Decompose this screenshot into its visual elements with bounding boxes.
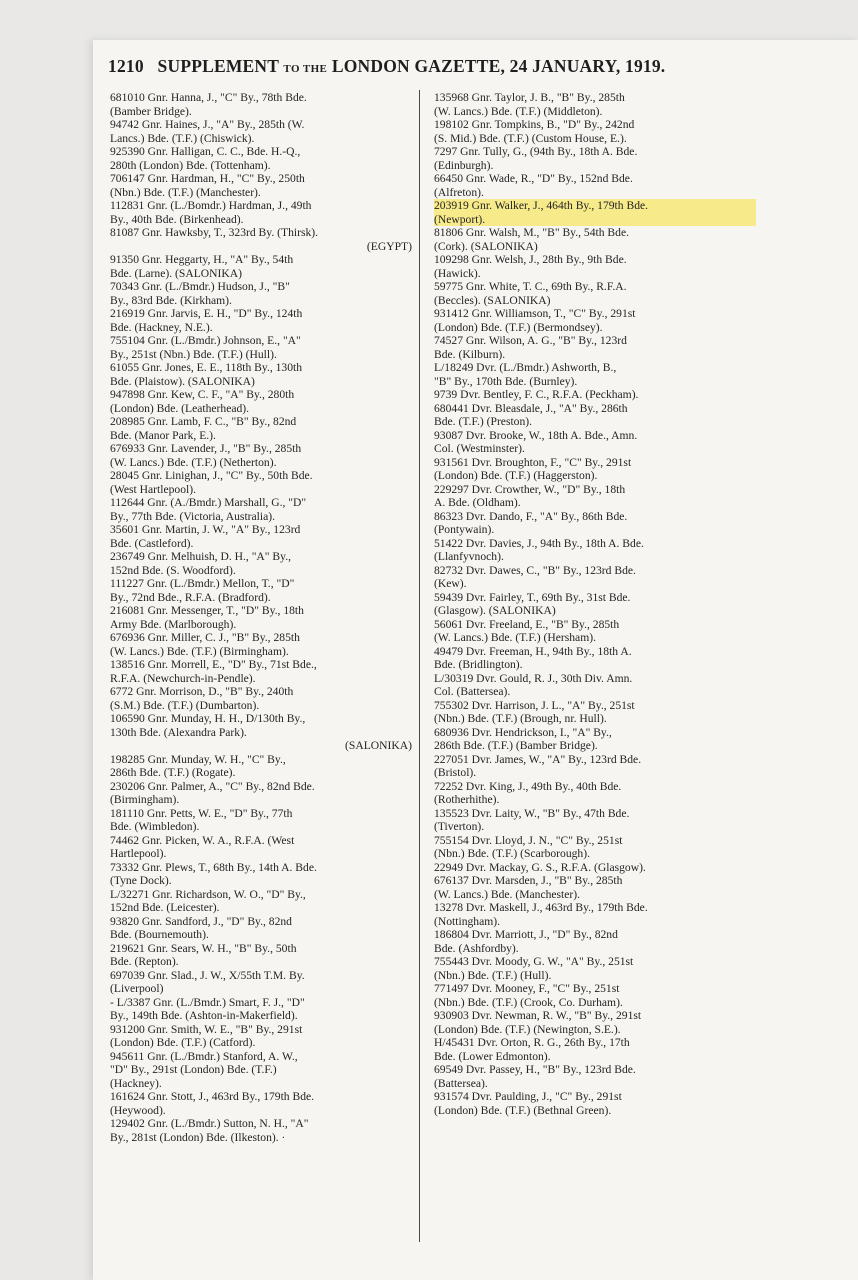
entry-line: (W. Lancs.) Bde. (T.F.) (Birmingham). xyxy=(110,644,289,658)
entry-line: 9739 Dvr. Bentley, F. C., R.F.A. (Peckham). xyxy=(434,388,639,401)
gazette-entry xyxy=(110,577,412,604)
entry-line: By., 83rd Bde. (Kirkham). xyxy=(110,293,232,307)
entry-line: 51422 Dvr. Davies, J., 94th By., 18th A. Bde. xyxy=(434,536,644,550)
gazette-entry xyxy=(434,699,756,726)
entry-line: 198285 Gnr. Munday, W. H., "C" By., xyxy=(110,752,286,766)
entry-line: 216919 Gnr. Jarvis, E. H., "D" By., 124th xyxy=(110,307,303,320)
gazette-entry xyxy=(110,145,412,172)
entry-line: 706147 Gnr. Hardman, H., "C" By., 250th xyxy=(110,172,305,185)
gazette-entry xyxy=(434,1063,756,1090)
entry-line: By., 72nd Bde., R.F.A. (Bradford). xyxy=(110,590,271,604)
entry-line: 135523 Dvr. Laity, W., "B" By., 47th Bde. xyxy=(434,806,630,820)
entry-line: 286th Bde. (T.F.) (Bamber Bridge). xyxy=(434,739,598,752)
entry-line: 135968 Gnr. Taylor, J. B., "B" By., 285th xyxy=(434,91,625,104)
entry-line: (Cork). (SALONIKA) xyxy=(434,239,538,253)
gazette-entry xyxy=(110,861,412,888)
entry-line: 112644 Gnr. (A./Bmdr.) Marshall, G., "D" xyxy=(110,496,307,509)
entry-line: 161624 Gnr. Stott, J., 463rd By., 179th Bde. xyxy=(110,1090,315,1103)
entry-line: (London) Bde. (T.F.) (Catford). xyxy=(110,1036,256,1049)
entry-line: Bde. (Manor Park, E.). xyxy=(110,428,216,442)
gazette-entry xyxy=(110,1023,412,1050)
entry-line: 755154 Dvr. Lloyd, J. N., "C" By., 251st xyxy=(434,833,623,847)
entry-line: (London) Bde. (T.F.) (Bethnal Green). xyxy=(434,1103,612,1117)
entry-line: By., 40th Bde. (Birkenhead). xyxy=(110,212,244,226)
gazette-entry xyxy=(110,658,412,685)
entry-line: (London) Bde. (Leatherhead). xyxy=(110,401,250,415)
entry-line: 755104 Gnr. (L./Bmdr.) Johnson, E., "A" xyxy=(110,334,301,347)
entry-line: Bde. (Ashfordby). xyxy=(434,941,519,955)
entry-line: 680936 Dvr. Hendrickson, I., "A" By., xyxy=(434,725,612,739)
entry-line: 66450 Gnr. Wade, R., "D" By., 152nd Bde. xyxy=(434,172,633,185)
gazette-entry xyxy=(110,888,412,915)
gazette-entry xyxy=(110,685,412,712)
entry-line: Bde. (T.F.) (Preston). xyxy=(434,415,533,428)
entry-line: 236749 Gnr. Melhuish, D. H., "A" By., xyxy=(110,550,292,563)
gazette-entry xyxy=(434,618,756,645)
entry-line: L/18249 Dvr. (L./Bmdr.) Ashworth, B., xyxy=(434,361,617,374)
entry-line: 138516 Gnr. Morrell, E., "D" By., 71st Bde., xyxy=(110,658,317,671)
page-number: 1210 xyxy=(108,56,144,76)
gazette-entry xyxy=(110,307,412,334)
entry-line: 229297 Dvr. Crowther, W., "D" By., 18th xyxy=(434,482,626,496)
entry-line: By., 251st (Nbn.) Bde. (T.F.) (Hull). xyxy=(110,347,277,361)
entry-line: (EGYPT) xyxy=(366,239,412,253)
entry-line: Bde. (Hackney, N.E.). xyxy=(110,320,213,334)
entry-line: 280th (London) Bde. (Tottenham). xyxy=(110,158,271,172)
gazette-entry xyxy=(110,91,412,118)
entry-line: (Rotherhithe). xyxy=(434,793,500,806)
entry-line: (Edinburgh). xyxy=(434,158,494,172)
gazette-entry xyxy=(434,874,756,901)
entry-line: 219621 Gnr. Sears, W. H., "B" By., 50th xyxy=(110,941,297,955)
entry-line: (Nbn.) Bde. (T.F.) (Hull). xyxy=(434,968,552,982)
entry-line: (Heywood). xyxy=(110,1103,166,1117)
gazette-entry xyxy=(434,1090,756,1117)
gazette-entry xyxy=(434,118,756,145)
entry-line: 70343 Gnr. (L./Bmdr.) Hudson, J., "B" xyxy=(110,280,290,293)
gazette-entry xyxy=(434,429,756,456)
gazette-entry xyxy=(110,712,412,753)
entry-line: 676933 Gnr. Lavender, J., "B" By., 285th xyxy=(110,442,302,455)
entry-line: 106590 Gnr. Munday, H. H., D/130th By., xyxy=(110,712,306,725)
entry-line: (Llanfyvnoch). xyxy=(434,550,504,563)
entry-line: 59775 Gnr. White, T. C., 69th By., R.F.A. xyxy=(434,280,627,293)
entry-line: - L/3387 Gnr. (L./Bmdr.) Smart, F. J., "D" xyxy=(110,995,305,1009)
entry-line: (Glasgow). (SALONIKA) xyxy=(434,604,556,617)
entry-line: 676936 Gnr. Miller, C. J., "B" By., 285th xyxy=(110,631,300,644)
entry-line: (Bristol). xyxy=(434,766,477,779)
gazette-entry xyxy=(110,604,412,631)
entry-line: Col. (Battersea). xyxy=(434,685,511,698)
entry-line: L/32271 Gnr. Richardson, W. O., "D" By., xyxy=(110,887,306,901)
entry-line: Hartlepool). xyxy=(110,847,167,860)
entry-line: 69549 Dvr. Passey, H., "B" By., 123rd Bde. xyxy=(434,1063,636,1076)
gazette-entry xyxy=(110,915,412,942)
entry-line: Bde. (Larne). (SALONIKA) xyxy=(110,266,242,280)
entry-line: Bde. (Bridlington). xyxy=(434,658,523,671)
gazette-entry xyxy=(110,280,412,307)
entry-line: 931412 Gnr. Williamson, T., "C" By., 291st xyxy=(434,307,636,320)
entry-line: (Tyne Dock). xyxy=(110,874,172,887)
entry-line: 931574 Dvr. Paulding, J., "C" By., 291st xyxy=(434,1090,622,1103)
entry-line: 28045 Gnr. Linighan, J., "C" By., 50th Bde. xyxy=(110,469,313,482)
gazette-entry xyxy=(434,928,756,955)
entry-line: (Nbn.) Bde. (T.F.) (Manchester). xyxy=(110,185,261,199)
entry-line: Army Bde. (Marlborough). xyxy=(110,617,237,631)
gazette-entry xyxy=(434,564,756,591)
entry-line: 94742 Gnr. Haines, J., "A" By., 285th (W. xyxy=(110,118,305,131)
entry-line: Bde. (Kilburn). xyxy=(434,347,506,361)
gazette-entry xyxy=(110,253,412,280)
entry-line: 697039 Gnr. Slad., J. W., X/55th T.M. By. xyxy=(110,968,305,982)
entry-line: 186804 Dvr. Marriott, J., "D" By., 82nd xyxy=(434,928,618,941)
entry-line: (London) Bde. (T.F.) (Newington, S.E.). xyxy=(434,1022,621,1036)
gazette-entry xyxy=(110,996,412,1023)
column-divider xyxy=(419,90,420,1242)
gazette-entry xyxy=(434,955,756,982)
gazette-entry xyxy=(110,415,412,442)
gazette-entry xyxy=(434,307,756,334)
entry-line: (Nbn.) Bde. (T.F.) (Scarborough). xyxy=(434,847,590,860)
entry-line: L/30319 Dvr. Gould, R. J., 30th Div. Amn. xyxy=(434,671,633,685)
entry-line: (Alfreton). xyxy=(434,185,484,199)
gazette-entry xyxy=(434,402,756,429)
gazette-entry xyxy=(110,807,412,834)
entry-line: 947898 Gnr. Kew, C. F., "A" By., 280th xyxy=(110,388,295,401)
gazette-entry xyxy=(110,388,412,415)
entry-line: 945611 Gnr. (L./Bmdr.) Stanford, A. W., xyxy=(110,1049,298,1063)
gazette-entry xyxy=(110,469,412,496)
entry-line: 6772 Gnr. Morrison, D., "B" By., 240th xyxy=(110,685,294,698)
entry-line: (Newport). xyxy=(434,212,486,226)
gazette-entry xyxy=(110,334,412,361)
entry-line: (Liverpool) xyxy=(110,982,164,995)
gazette-entry xyxy=(434,510,756,537)
entry-line: 35601 Gnr. Martin, J. W., "A" By., 123rd xyxy=(110,523,301,536)
entry-line: 13278 Dvr. Maskell, J., 463rd By., 179th Bde. xyxy=(434,901,648,914)
gazette-entry xyxy=(434,591,756,618)
gazette-entry xyxy=(434,753,756,780)
highlighted-entry xyxy=(434,199,756,226)
entry-line: Bde. (Lower Edmonton). xyxy=(434,1049,551,1063)
entry-line: 22949 Dvr. Mackay, G. S., R.F.A. (Glasgow). xyxy=(434,860,646,874)
entry-line: (London) Bde. (T.F.) (Bermondsey). xyxy=(434,320,603,334)
entry-line: 227051 Dvr. James, W., "A" By., 123rd Bde. xyxy=(434,752,642,766)
gazette-entry xyxy=(110,969,412,996)
gazette-entry xyxy=(434,1009,756,1036)
entry-line: "D" By., 291st (London) Bde. (T.F.) xyxy=(110,1063,277,1076)
entry-line: 7297 Gnr. Tully, G., (94th By., 18th A. Bde. xyxy=(434,145,638,158)
entry-line: R.F.A. (Newchurch-in-Pendle). xyxy=(110,671,256,685)
entry-line: 208985 Gnr. Lamb, F. C., "B" By., 82nd xyxy=(110,415,297,428)
entry-line: (Nottingham). xyxy=(434,914,501,928)
gazette-entry xyxy=(110,226,412,253)
gazette-entry xyxy=(110,753,412,780)
gazette-entry xyxy=(434,456,756,483)
entry-line: (W. Lancs.) Bde. (T.F.) (Netherton). xyxy=(110,455,277,469)
gazette-entry xyxy=(110,550,412,577)
entry-line: 93820 Gnr. Sandford, J., "D" By., 82nd xyxy=(110,914,292,928)
entry-line: (Kew). xyxy=(434,577,467,590)
entry-line: (Tiverton). xyxy=(434,820,485,833)
entry-line: (Birmingham). xyxy=(110,793,180,806)
entry-line: 74462 Gnr. Picken, W. A., R.F.A. (West xyxy=(110,833,295,847)
entry-line: By., 149th Bde. (Ashton-in-Makerfield). xyxy=(110,1009,298,1022)
entry-line: (S.M.) Bde. (T.F.) (Dumbarton). xyxy=(110,698,260,712)
entry-line: 216081 Gnr. Messenger, T., "D" By., 18th xyxy=(110,604,304,617)
entry-line: 73332 Gnr. Plews, T., 68th By., 14th A. Bde. xyxy=(110,860,317,874)
entry-line: (London) Bde. (T.F.) (Haggerston). xyxy=(434,469,598,482)
gazette-entry xyxy=(110,1090,412,1117)
gazette-entry xyxy=(110,442,412,469)
entry-line: (Battersea). xyxy=(434,1076,488,1090)
entry-line: Bde. (Repton). xyxy=(110,955,179,968)
gazette-entry xyxy=(434,145,756,172)
entry-line: 130th Bde. (Alexandra Park). xyxy=(110,725,247,739)
entry-line: 61055 Gnr. Jones, E. E., 118th By., 130th xyxy=(110,361,303,374)
entry-line: A. Bde. (Oldham). xyxy=(434,496,521,509)
entry-line: 129402 Gnr. (L./Bmdr.) Sutton, N. H., "A" xyxy=(110,1117,309,1130)
entry-line: 755302 Dvr. Harrison, J. L., "A" By., 251st xyxy=(434,698,635,712)
entry-line: 111227 Gnr. (L./Bmdr.) Mellon, T., "D" xyxy=(110,577,295,590)
gazette-entry xyxy=(110,199,412,226)
gazette-entry xyxy=(434,388,756,402)
entry-line: 203919 Gnr. Walker, J., 464th By., 179th Bde. xyxy=(434,199,649,212)
entry-line: 93087 Dvr. Brooke, W., 18th A. Bde., Amn. xyxy=(434,428,638,442)
gazette-entry xyxy=(110,361,412,388)
gazette-entry xyxy=(110,1117,412,1144)
entry-line: Bde. (Plaistow). (SALONIKA) xyxy=(110,374,255,388)
entry-line: Col. (Westminster). xyxy=(434,442,525,455)
entry-line: 152nd Bde. (Leicester). xyxy=(110,901,220,914)
entry-line: (W. Lancs.) Bde. (T.F.) (Middleton). xyxy=(434,104,603,118)
gazette-entry xyxy=(434,334,756,361)
entry-line: (Nbn.) Bde. (T.F.) (Brough, nr. Hull). xyxy=(434,712,607,725)
gazette-entry xyxy=(434,645,756,672)
entry-line: (Pontywain). xyxy=(434,523,495,536)
entry-line: 112831 Gnr. (L./Bomdr.) Hardman, J., 49th xyxy=(110,199,312,212)
entry-line: By., 77th Bde. (Victoria, Australia). xyxy=(110,509,276,523)
gazette-entry xyxy=(434,834,756,861)
entry-line: 230206 Gnr. Palmer, A., "C" By., 82nd Bde. xyxy=(110,779,315,793)
gazette-entry xyxy=(110,834,412,861)
gazette-entry xyxy=(434,726,756,753)
entry-line: 198102 Gnr. Tompkins, B., "D" By., 242nd xyxy=(434,118,635,131)
entry-line: 81087 Gnr. Hawksby, T., 323rd By. (Thirsk). xyxy=(110,226,319,239)
gazette-entry xyxy=(110,942,412,969)
entry-line: (Nbn.) Bde. (T.F.) (Crook, Co. Durham). xyxy=(434,995,623,1009)
entry-line: 681010 Gnr. Hanna, J., "C" By., 78th Bde. xyxy=(110,91,307,104)
entry-line: Bde. (Wimbledon). xyxy=(110,820,200,833)
entry-line: 56061 Dvr. Freeland, E., "B" By., 285th xyxy=(434,617,620,631)
gazette-entry xyxy=(434,982,756,1009)
entry-line: 680441 Dvr. Bleasdale, J., "A" By., 286th xyxy=(434,401,628,415)
right-column xyxy=(434,91,756,1117)
entry-line: 59439 Dvr. Fairley, T., 69th By., 31st Bde. xyxy=(434,590,631,604)
entry-line: 931561 Dvr. Broughton, F., "C" By., 291st xyxy=(434,455,632,469)
entry-line: 755443 Dvr. Moody, G. W., "A" By., 251st xyxy=(434,955,634,968)
entry-line: 72252 Dvr. King, J., 49th By., 40th Bde. xyxy=(434,779,622,793)
entry-line: 930903 Dvr. Newman, R. W., "B" By., 291st xyxy=(434,1009,642,1022)
gazette-entry xyxy=(110,172,412,199)
gazette-entry xyxy=(110,780,412,807)
gazette-entry xyxy=(434,253,756,280)
gazette-entry xyxy=(434,361,756,388)
gazette-entry xyxy=(110,1050,412,1091)
entry-line: (SALONIKA) xyxy=(345,739,412,752)
gazette-entry xyxy=(110,118,412,145)
entry-line: H/45431 Dvr. Orton, R. G., 26th By., 17th xyxy=(434,1036,630,1049)
page-header xyxy=(108,56,778,77)
gazette-entry xyxy=(434,861,756,875)
entry-line: 181110 Gnr. Petts, W. E., "D" By., 77th xyxy=(110,806,293,820)
gazette-entry xyxy=(434,901,756,928)
entry-line: 925390 Gnr. Halligan, C. C., Bde. H.-Q., xyxy=(110,145,301,158)
entry-line: 86323 Dvr. Dando, F., "A" By., 86th Bde. xyxy=(434,509,628,523)
entry-line: 676137 Dvr. Marsden, J., "B" By., 285th xyxy=(434,874,623,887)
entry-line: 74527 Gnr. Wilson, A. G., "B" By., 123rd xyxy=(434,334,627,347)
gazette-entry xyxy=(434,537,756,564)
gazette-entry xyxy=(434,280,756,307)
entry-line: 91350 Gnr. Heggarty, H., "A" By., 54th xyxy=(110,253,294,266)
entry-line: 771497 Dvr. Mooney, F., "C" By., 251st xyxy=(434,982,620,995)
header-supplement: SUPPLEMENT xyxy=(157,56,279,76)
gazette-entry xyxy=(434,172,756,199)
entry-line: 152nd Bde. (S. Woodford). xyxy=(110,563,236,577)
entry-line: 81806 Gnr. Walsh, M., "B" By., 54th Bde. xyxy=(434,226,630,239)
entry-line: "B" By., 170th Bde. (Burnley). xyxy=(434,374,578,388)
entry-line: 49479 Dvr. Freeman, H., 94th By., 18th A. xyxy=(434,644,632,658)
entry-line: (W. Lancs.) Bde. (T.F.) (Hersham). xyxy=(434,631,596,644)
entry-line: By., 281st (London) Bde. (Ilkeston). · xyxy=(110,1130,286,1144)
left-column xyxy=(110,91,412,1144)
header-to-the: TO THE xyxy=(283,63,328,75)
gazette-entry xyxy=(434,807,756,834)
entry-line: (Hawick). xyxy=(434,266,481,280)
entry-line: (Beccles). (SALONIKA) xyxy=(434,293,551,307)
entry-line: (West Hartlepool). xyxy=(110,482,196,496)
entry-line: (W. Lancs.) Bde. (Manchester). xyxy=(434,887,581,901)
gazette-entry xyxy=(434,91,756,118)
gazette-entry xyxy=(434,672,756,699)
gazette-entry xyxy=(110,631,412,658)
entry-line: (Hackney). xyxy=(110,1076,162,1090)
entry-line: Bde. (Bournemouth). xyxy=(110,928,209,941)
entry-line: 109298 Gnr. Welsh, J., 28th By., 9th Bde. xyxy=(434,253,627,266)
entry-line: Lancs.) Bde. (T.F.) (Chiswick). xyxy=(110,131,255,145)
entry-line: (S. Mid.) Bde. (T.F.) (Custom House, E.). xyxy=(434,131,627,145)
entry-line: 286th Bde. (T.F.) (Rogate). xyxy=(110,766,236,779)
entry-line: Bde. (Castleford). xyxy=(110,536,194,550)
header-gazette: LONDON GAZETTE, 24 JANUARY, 1919. xyxy=(331,56,666,76)
gazette-entry xyxy=(434,483,756,510)
gazette-entry xyxy=(434,226,756,253)
entry-line: 931200 Gnr. Smith, W. E., "B" By., 291st xyxy=(110,1022,303,1036)
entry-line: (Bamber Bridge). xyxy=(110,104,192,118)
gazette-entry xyxy=(110,496,412,523)
gazette-entry xyxy=(110,523,412,550)
gazette-entry xyxy=(434,1036,756,1063)
gazette-entry xyxy=(434,780,756,807)
entry-line: 82732 Dvr. Dawes, C., "B" By., 123rd Bde. xyxy=(434,563,636,577)
